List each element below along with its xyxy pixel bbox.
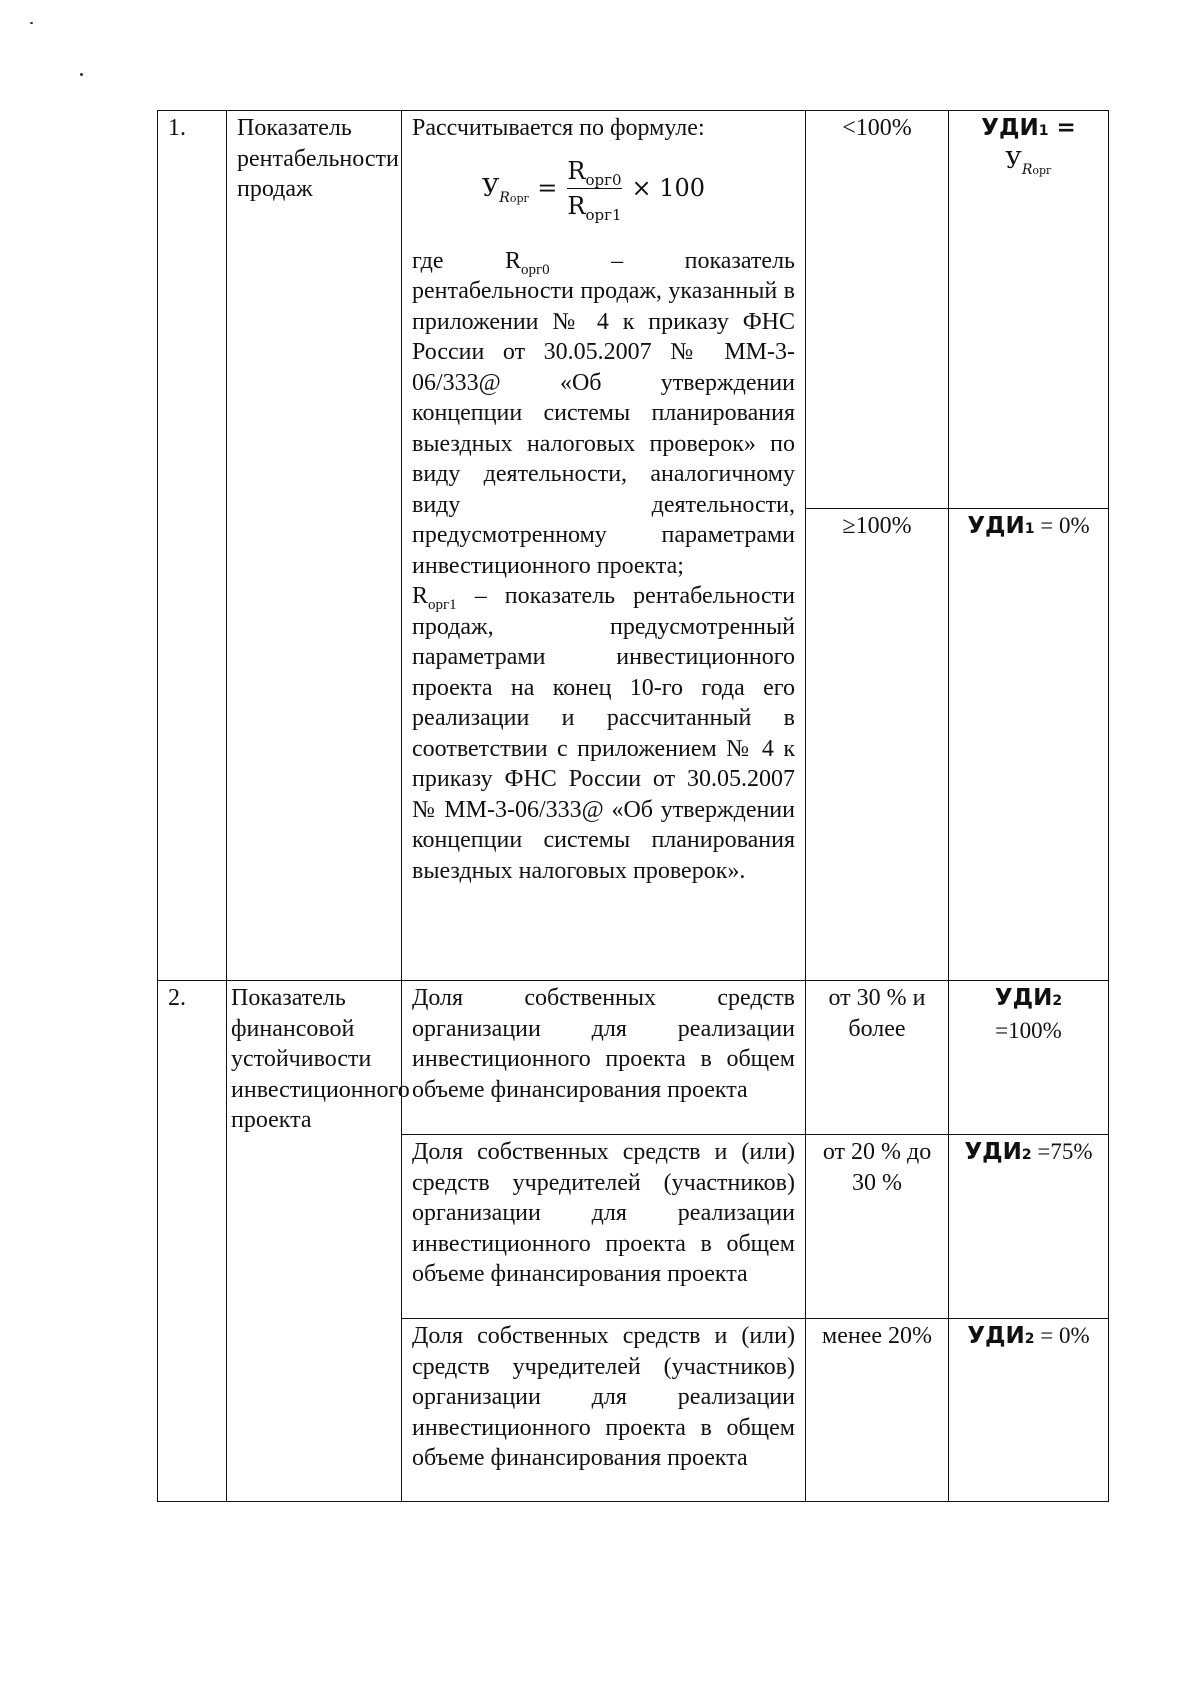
scan-speck (80, 73, 83, 76)
scan-speck (30, 22, 33, 24)
formula (392, 156, 795, 222)
result-cell: УДИ1 = $У_{Rорг}$ (949, 111, 1109, 509)
indicator-table (157, 110, 1109, 1502)
table-row (158, 981, 1109, 1135)
row-number: 2. (158, 981, 227, 1502)
formula-intro: Рассчитывается по формуле: (412, 115, 705, 141)
description-cell (402, 111, 806, 981)
condition-cell: ≥100% (806, 509, 949, 981)
result-cell: УДИ2 =75% (949, 1135, 1109, 1319)
result-cell: УДИ1 = 0% (949, 509, 1109, 981)
description-cell: Доля собственных средств организации для реализации инвестиционного проекта в общем объеме финансирования проекта (402, 981, 806, 1135)
formula-lhs: $У_{Rорг}$ (481, 174, 530, 207)
description-cell: Доля собственных средств и (или) средств учредителей (участников) организации для реализации инвестиционного проекта в общем объеме финансирования проекта (402, 1135, 806, 1319)
description-cell: Доля собственных средств и (или) средств учредителей (участников) организации для реализации инвестиционного проекта в общем объеме финансирования проекта (402, 1319, 806, 1502)
formula-fraction: $\frac{R_{орг0}}{R_{орг1}}$ (567, 156, 622, 224)
condition-cell: от 30 % и более (806, 981, 949, 1135)
formula-equals: = (537, 174, 558, 203)
definition-r0: где $R_{орг0}$ – показатель рентабельности продаж, указанный в приложении № 4 к приказу ФНС России от 30.05.2007 № ММ-3-06/333@ «Об утверждении концепции системы планирования выездных налоговых проверок» по виду деятельности, аналогичному виду деятельности, предусмотренному параметрами инвестиционного проекта; (412, 247, 795, 579)
definition-r1: $R_{орг1}$ – показатель рентабельности продаж, предусмотренный параметрами инвестиционного проекта на конец 10-го года его реализации и рассчитанный в соответствии с приложением № 4 к приказу ФНС России от 30.05.2007 № ММ-3-06/333@ «Об утверждении концепции системы планирования выездных налоговых проверок». (412, 583, 795, 884)
table-row (158, 111, 1109, 509)
condition-cell: менее 20% (806, 1319, 949, 1502)
result-cell: УДИ2 = 0% (949, 1319, 1109, 1502)
indicator-name: Показатель финансовой устойчивости инвестиционного проекта (227, 981, 402, 1502)
condition-cell: <100% (806, 111, 949, 509)
result-cell: УДИ2 =100% (949, 981, 1109, 1135)
row-number: 1. (158, 111, 227, 981)
formula-multiplier: × 100 (631, 174, 706, 203)
condition-cell: от 20 % до 30 % (806, 1135, 949, 1319)
indicator-name: Показатель рентабельности продаж (227, 111, 402, 981)
